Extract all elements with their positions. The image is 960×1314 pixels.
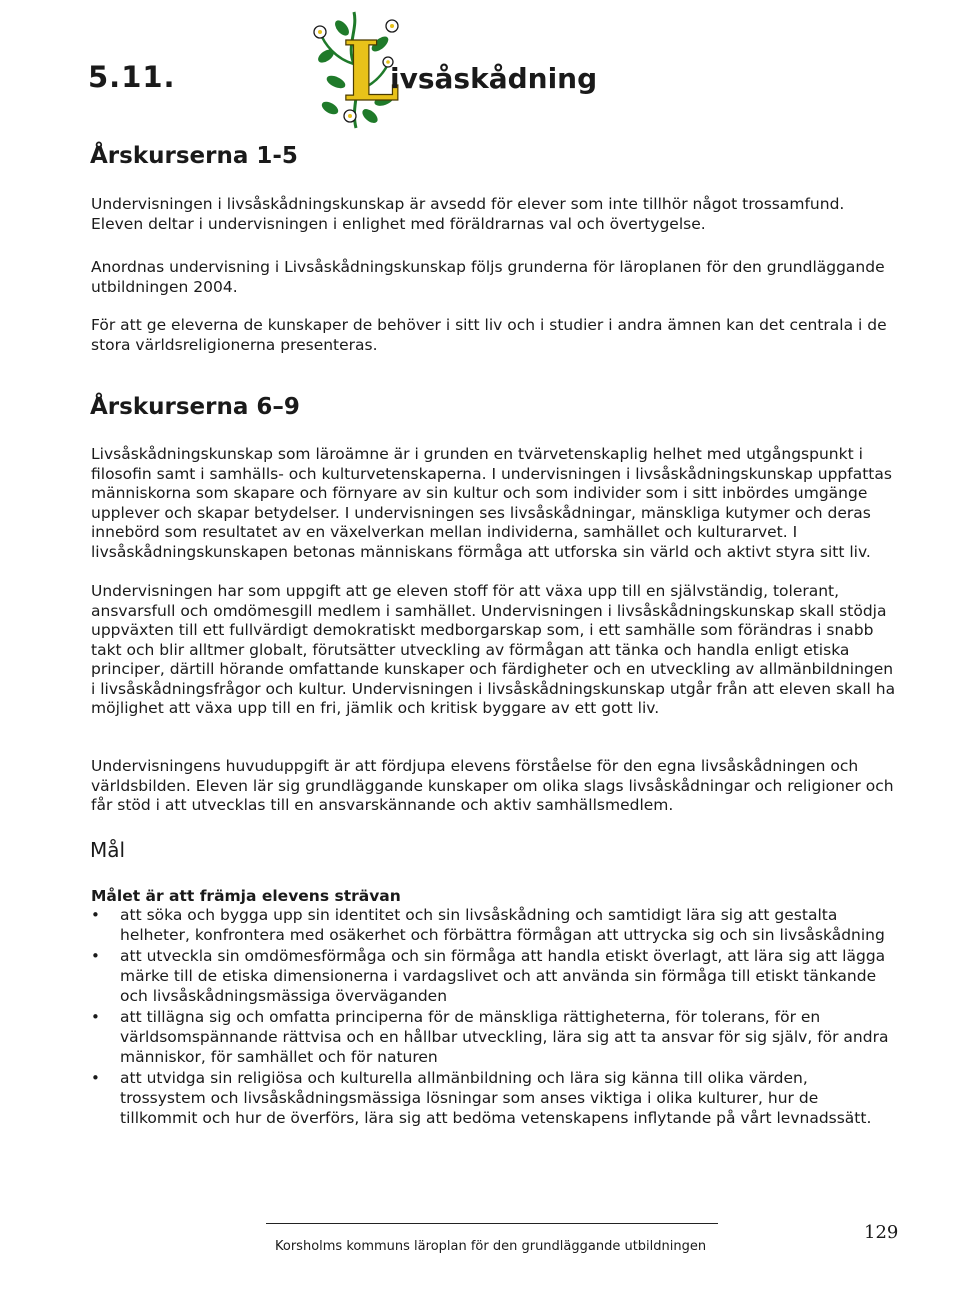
bullet-icon: • (91, 906, 100, 924)
goals-heading: Mål (90, 838, 126, 862)
bullet-icon: • (91, 1069, 100, 1087)
section-heading-6-9: Årskurserna 6–9 (90, 394, 300, 420)
paragraph: För att ge eleverna de kunskaper de behöver i sitt liv och i studier i andra ämnen kan det centrala i de stora världsreligionerna presenteras. (91, 316, 887, 354)
list-item-text: att söka och bygga upp sin identitet och sin livsåskådning och samtidigt lära sig att gestalta helheter, konfrontera med osäkerhet och förbättra förmågan att uttrycka sig och sin livsåskådning (120, 906, 885, 944)
section-number: 5.11. (88, 60, 176, 94)
paragraph: Undervisningens huvuduppgift är att fördjupa elevens förståelse för den egna livsåskådningen och världsbilden. Eleven lär sig grundläggande kunskaper om olika slags livsåskådningar och religioner och får stöd i att utvecklas till en ansvarskännande och aktiv samhällsmedlem. (91, 757, 894, 814)
goals-subheading: Målet är att främja elevens strävan (91, 887, 401, 905)
goals-list (91, 905, 891, 1129)
bullet-icon: • (91, 947, 100, 965)
list-item (91, 1007, 891, 1067)
initial-letter: L (342, 24, 400, 120)
section-heading-1-5: Årskurserna 1-5 (90, 143, 298, 169)
paragraph: Anordnas undervisning i Livsåskådningskunskap följs grunderna för läroplanen för den grundläggande utbildningen 2004. (91, 258, 885, 296)
paragraph: Livsåskådningskunskap som läroämne är i grunden en tvärvetenskaplig helhet med utgångspunkt i filosofin samt i samhälls- och kulturvetenskaperna. I undervisningen i livsåskådningskunskap uppfattas människorna som skapare och förnyare av sin kultur och som individer som i sitt inbördes umgänge upplever och skapar betydelser. I undervisningen ses livsåskådningar, mänskliga kutymer och deras innebörd som resultatet av en växelverkan mellan individerna, samhället och kulturarvet. I livsåskådningskunskapen betonas människans förmåga att utforska sin värld och aktivt styra sitt liv. (91, 445, 892, 561)
list-item-text: att tillägna sig och omfatta principerna för de mänskliga rättigheterna, för tolerans, för en världsomspännande rättvisa och en hållbar utveckling, lära sig att ta ansvar för sig själv, för andra människor, för samhället och för naturen (120, 1008, 889, 1066)
list-item-text: att utvidga sin religiösa och kulturella allmänbildning och lära sig känna till olika värden, trossystem och livsåskådningsmässiga lösningar som anses viktiga i olika kulturer, hur de tillkommit och hur de överförs, lära sig att bedöma vetenskapens inflytande på vårt levnadssätt. (120, 1069, 872, 1127)
paragraph: Undervisningen har som uppgift att ge eleven stoff för att växa upp till en självständig, tolerant, ansvarsfull och omdömesgill medlem i samhället. Undervisningen i livsåskådningskunskap skall stödja uppväxten till ett fullvärdigt demokratiskt medborgarskap som, i ett samhälle som förändras i snabb takt och blir alltmer globalt, förutsätter utveckling av förmågan att tänka och handla enligt etiska principer, därtill hörande omfattande kunskaper och färdigheter och en utveckling av allmänbildningen i livsåskådningsfrågor och kultur. Undervisningen i livsåskådningskunskap utgår från att eleven skall ha möjlighet att växa upp till en fri, jämlik och kritisk byggare av ett gott liv. (91, 582, 896, 717)
page-title: ivsåskådning (390, 62, 598, 95)
list-item (91, 1068, 891, 1128)
bullet-icon: • (91, 1008, 100, 1026)
footer-divider (266, 1223, 718, 1224)
list-item (91, 905, 891, 945)
page-number: 129 (864, 1222, 899, 1243)
footer-text: Korsholms kommuns läroplan för den grundläggande utbildningen (275, 1239, 707, 1254)
list-item-text: att utveckla sin omdömesförmåga och sin förmåga att handla etiskt överlagt, att lära sig att lägga märke till de etiska dimensionerna i vardagslivet och att använda sin förmåga till etiskt tänkande och livsåskådningsmässiga överväganden (120, 947, 886, 1005)
list-item (91, 946, 891, 1006)
paragraph: Undervisningen i livsåskådningskunskap är avsedd för elever som inte tillhör något trossamfund. Eleven deltar i undervisningen i enlighet med föräldrarnas val och övertygelse. (91, 195, 845, 233)
